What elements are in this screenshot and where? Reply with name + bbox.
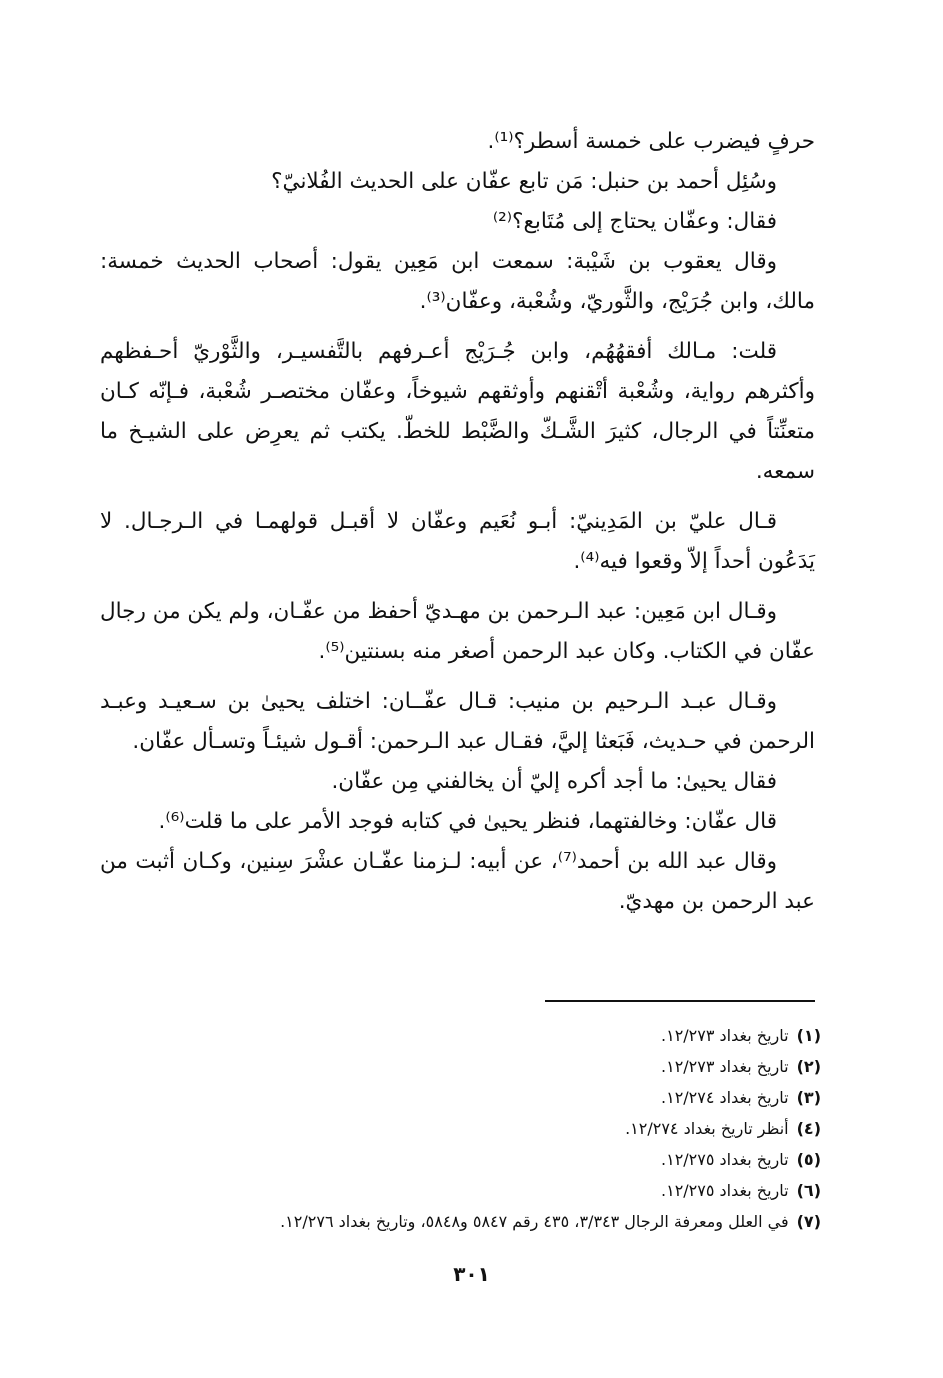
footnote-text: في العلل ومعرفة الرجال ٣/٣٤٣، ٤٣٥ رقم ٥٨٤٧ و٥٨٤٨، وتاريخ بغداد ١٢/٢٧٦. xyxy=(280,1212,789,1231)
paragraph-7: وقـال ابن مَعِين: عبد الـرحمن بن مهـديّ أحفظ من عفّـان، ولم يكن من رجال عفّان في الكتاب. وكان عبد الرحمن أصغر منه بسنتين⁽⁵⁾. xyxy=(100,599,815,664)
footnote xyxy=(106,1175,821,1206)
footnote xyxy=(106,1113,821,1144)
footnote-text: تاريخ بغداد ١٢/٢٧٤. xyxy=(661,1088,789,1107)
footnote-text: تاريخ بغداد ١٢/٢٧٥. xyxy=(661,1150,789,1169)
footnote-divider xyxy=(545,1000,815,1002)
page-number: ٣٠١ xyxy=(453,1262,490,1286)
main-text xyxy=(100,122,815,922)
footnote-number: (١) xyxy=(796,1026,821,1045)
footnote xyxy=(106,1020,821,1051)
paragraph-10: قال عفّان: وخالفتهما، فنظر يحيىٰ في كتابه فوجد الأمر على ما قلت⁽⁶⁾. xyxy=(158,809,777,834)
paragraph-3: فقال: وعفّان يحتاج إلى مُتَابع؟⁽²⁾ xyxy=(492,209,777,234)
footnote-number: (٣) xyxy=(796,1088,821,1107)
paragraph-4: وقال يعقوب بن شَيْبة: سمعت ابن مَعِين يقول: أصحاب الحديث خمسة: مالك، وابن جُرَيْج، والثَّوريّ، وشُعْبة، وعفّان⁽³⁾. xyxy=(100,249,815,314)
paragraph-8: وقـال عبـد الـرحيم بن منيب: قـال عفّــان: اختلف يحيىٰ بن سـعيـد وعبـد الرحمن في حـديث، فَبَعثا إليَّ، فقـال عبد الـرحمن: أقـول شيئـاً وتسـأل عفّان. xyxy=(100,689,815,754)
footnote-text: تاريخ بغداد ١٢/٢٧٣. xyxy=(661,1026,789,1045)
footnote-number: (٢) xyxy=(796,1057,821,1076)
footnote-number: (٥) xyxy=(796,1150,821,1169)
footnote-text: تاريخ بغداد ١٢/٢٧٥. xyxy=(661,1181,789,1200)
footnote xyxy=(106,1144,821,1175)
paragraph-9: فقال يحيىٰ: ما أجد أكره إليّ أن يخالفني مِن عفّان. xyxy=(331,769,777,794)
footnote-number: (٤) xyxy=(796,1119,821,1138)
footnote xyxy=(106,1082,821,1113)
footnote-number: (٦) xyxy=(796,1181,821,1200)
paragraph-6: قـال عليّ بن المَدِينيّ: أبـو نُعَيم وعفّان لا أقبـل قولهمـا في الـرجـال. لا يَدَعُون أحداً إلاّ وقعوا فيه⁽⁴⁾. xyxy=(100,509,815,574)
footnotes xyxy=(106,1020,821,1237)
footnote-number: (٧) xyxy=(796,1212,821,1231)
footnote xyxy=(106,1206,821,1237)
footnote xyxy=(106,1051,821,1082)
paragraph-11: وقال عبد الله بن أحمد⁽⁷⁾، عن أبيه: لـزمنا عفّـان عشْرَ سِنين، وكـان أثبت من عبد الرحمن بن مهديّ. xyxy=(100,849,815,914)
paragraph-1: حرفٍ فيضرب على خمسة أسطر؟⁽¹⁾. xyxy=(487,129,815,154)
paragraph-2: وسُئِل أحمد بن حنبل: مَن تابع عفّان على الحديث الفُلانيّ؟ xyxy=(271,169,777,194)
footnote-text: أنظر تاريخ بغداد ١٢/٢٧٤. xyxy=(625,1119,789,1138)
paragraph-5: قلت: مـالك أفقهُهُم، وابن جُـرَيْج أعـرفهم بالتَّفسيـر، والثَّوْريّ أحـفظهم وأكثرهم رواية، وشُعْبة أتْقنهم وأوثقهم شيوخاً، وعفّان مختصـر شُعْبة، فـإنّه كـان متعنِّتاً في الرجال، كثيرَ الشَّـكّ والضَّبْط للخطّ. يكتب ثم يعرِض على الشيـخ ما سمعه. xyxy=(100,339,815,484)
footnote-text: تاريخ بغداد ١٢/٢٧٣. xyxy=(661,1057,789,1076)
